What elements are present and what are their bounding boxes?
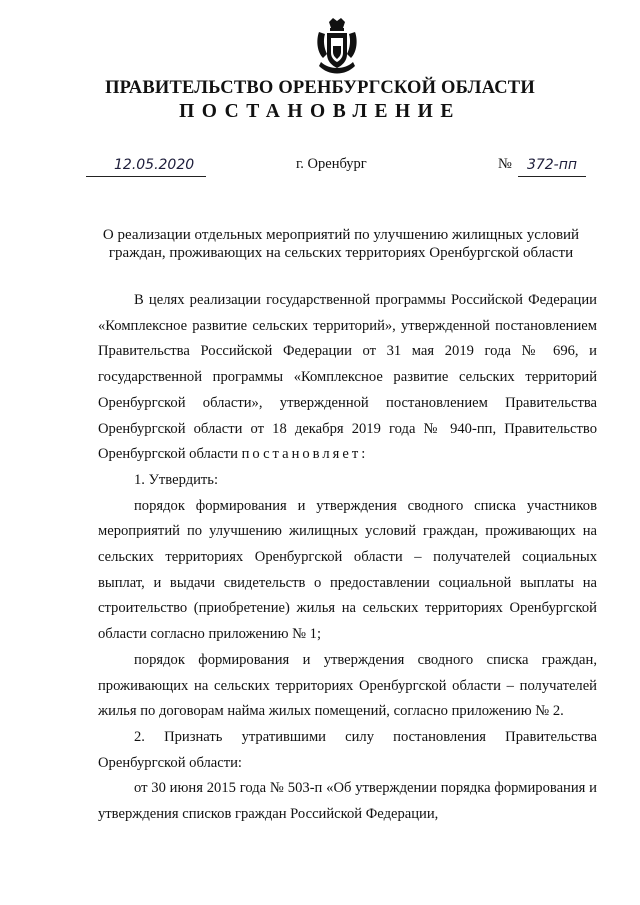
document-subject: О реализации отдельных мероприятий по улучшению жилищных условий граждан, проживающих на сельских территориях Оренбургской области [102,227,580,261]
preamble-text: В целях реализации государственной программы Российской Федерации «Комплексное развитие сельских территорий», утвержденной постановлением Правительства Российской Федерации от 31 мая 2019 года № 696, и государственной программы «Комплексное развитие сельских территорий Оренбургской области», утвержденной постановлением Правительства Оренбургской области от 18 декабря 2019 года № 940-пп, Правительство Оренбургской области [98,292,597,463]
item-2-a: от 30 июня 2015 года № 503-п «Об утверждении порядка формирования и утверждения списков граждан Российской Федерации, [98,780,597,823]
document-type-title: ПОСТАНОВЛЕНИЕ [179,101,461,122]
document-number-label: № [498,156,512,172]
document-number: 372-пп [518,157,586,177]
organization-name: ПРАВИТЕЛЬСТВО ОРЕНБУРГСКОЙ ОБЛАСТИ [105,78,535,98]
document-city: г. Оренбург [296,156,367,172]
coat-of-arms-icon [315,18,359,76]
document-date: 12.05.2020 [86,157,206,177]
preamble-paragraph [98,288,597,468]
decree-verb: постановляет: [241,446,369,463]
document-body [98,288,597,828]
item-2: 2. Признать утратившими силу постановления Правительства Оренбургской области: [98,728,597,771]
item-1-b: порядок формирования и утверждения сводного списка граждан, проживающих на сельских территориях Оренбургской области – получателей жилья по договорам найма жилых помещений, согласно приложению № 2. [98,651,597,720]
item-1: 1. Утвердить: [134,471,219,488]
item-1-a: порядок формирования и утверждения сводного списка участников мероприятий по улучшению жилищных условий граждан, проживающих на сельских территориях Оренбургской области – получателей социальных выплат, и выдачи свидетельств о предоставлении социальной выплаты на строительство (приобретение) жилья на сельских территориях Оренбургской области согласно приложению № 1; [98,497,597,643]
